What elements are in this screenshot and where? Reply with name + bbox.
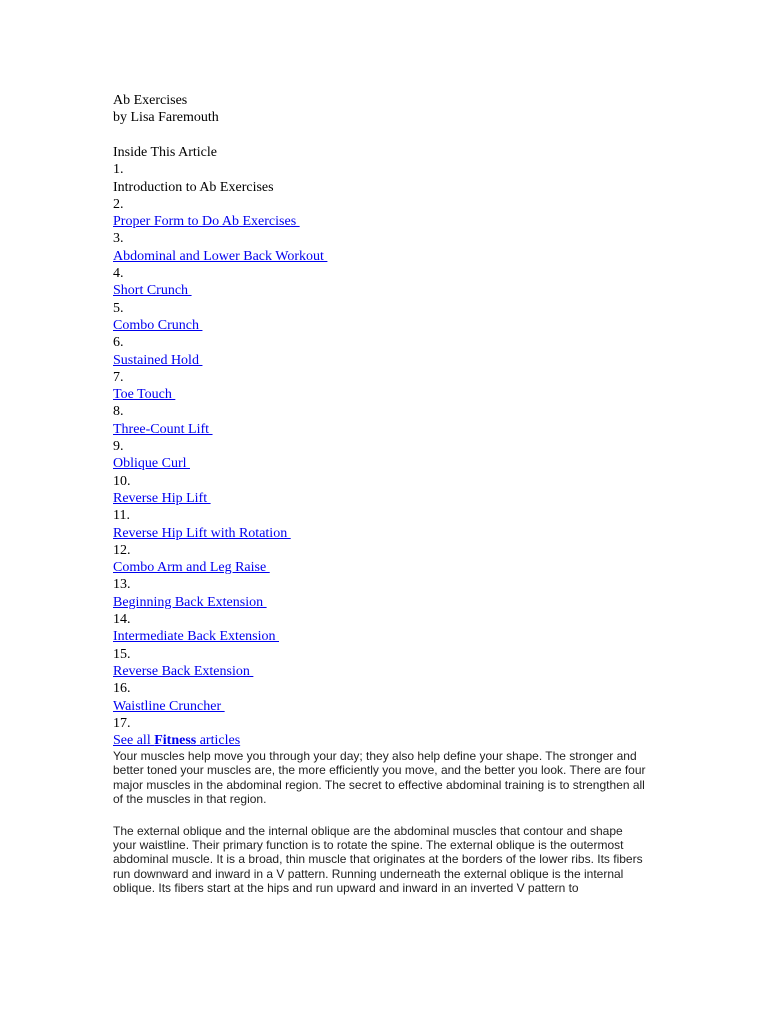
toc-link-reverse-hip-lift[interactable]: Reverse Hip Lift (113, 490, 211, 506)
table-of-contents (113, 144, 327, 749)
body-paragraph: Your muscles help move you through your day; they also help define your shape. The stronger and better toned your muscles are, the more efficiently you move, and the better you look. There are four major muscles in the abdominal region. The secret to effective abdominal training is to strengthen all of the muscles in that region. (113, 749, 646, 807)
toc-number: 15. (113, 646, 131, 662)
see-all-fitness-link[interactable] (113, 733, 240, 748)
toc-number: 2. (113, 196, 124, 212)
toc-number: 17. (113, 715, 131, 731)
see-all-category: Fitness (154, 733, 197, 749)
toc-link-short-crunch[interactable]: Short Crunch (113, 283, 192, 299)
toc-number: 5. (113, 300, 124, 316)
toc-link-abdominal-lower-back-workout[interactable]: Abdominal and Lower Back Workout (113, 248, 328, 264)
toc-number: 16. (113, 681, 131, 697)
article-title: Ab Exercises (113, 93, 188, 108)
toc-link-combo-crunch[interactable]: Combo Crunch (113, 317, 203, 333)
toc-number: 6. (113, 335, 124, 351)
toc-number: 12. (113, 542, 131, 558)
toc-number: 8. (113, 404, 124, 420)
toc-link-beginning-back-extension[interactable]: Beginning Back Extension (113, 594, 267, 610)
toc-number: 11. (113, 508, 130, 524)
toc-heading: Inside This Article (113, 145, 217, 160)
toc-number: 3. (113, 231, 124, 247)
toc-item-introduction: Introduction to Ab Exercises (113, 179, 274, 195)
toc-number: 14. (113, 612, 131, 628)
toc-link-reverse-hip-lift-rotation[interactable]: Reverse Hip Lift with Rotation (113, 525, 291, 541)
toc-link-reverse-back-extension[interactable]: Reverse Back Extension (113, 663, 254, 679)
article-body (113, 749, 649, 897)
toc-link-toe-touch[interactable]: Toe Touch (113, 387, 176, 403)
body-paragraph: The external oblique and the internal oblique are the abdominal muscles that contour and shape your waistline. Their primary function is to rotate the spine. The external oblique is the outermost abdominal muscle. It is a broad, thin muscle that originates at the borders of the lower ribs. Its fibers run downward and inward in a V pattern. Running underneath the external oblique is the internal oblique. Its fibers start at the hips and run upward and inward in an inverted V pattern to (113, 823, 643, 896)
article-byline: by Lisa Faremouth (113, 110, 219, 126)
toc-link-proper-form[interactable]: Proper Form to Do Ab Exercises (113, 214, 300, 230)
toc-link-intermediate-back-extension[interactable]: Intermediate Back Extension (113, 629, 279, 645)
toc-number: 7. (113, 369, 124, 385)
toc-link-combo-arm-leg-raise[interactable]: Combo Arm and Leg Raise (113, 560, 270, 576)
toc-number: 4. (113, 266, 124, 282)
toc-link-waistline-cruncher[interactable]: Waistline Cruncher (113, 698, 225, 714)
toc-number: 13. (113, 577, 131, 593)
toc-link-oblique-curl[interactable]: Oblique Curl (113, 456, 190, 472)
see-all-prefix: See all (113, 733, 155, 749)
toc-number: 1. (113, 162, 124, 178)
toc-link-sustained-hold[interactable]: Sustained Hold (113, 352, 203, 368)
toc-link-three-count-lift[interactable]: Three-Count Lift (113, 421, 213, 437)
toc-number: 9. (113, 439, 124, 455)
toc-number: 10. (113, 473, 131, 489)
article-header (113, 92, 219, 127)
see-all-suffix: articles (196, 733, 241, 749)
